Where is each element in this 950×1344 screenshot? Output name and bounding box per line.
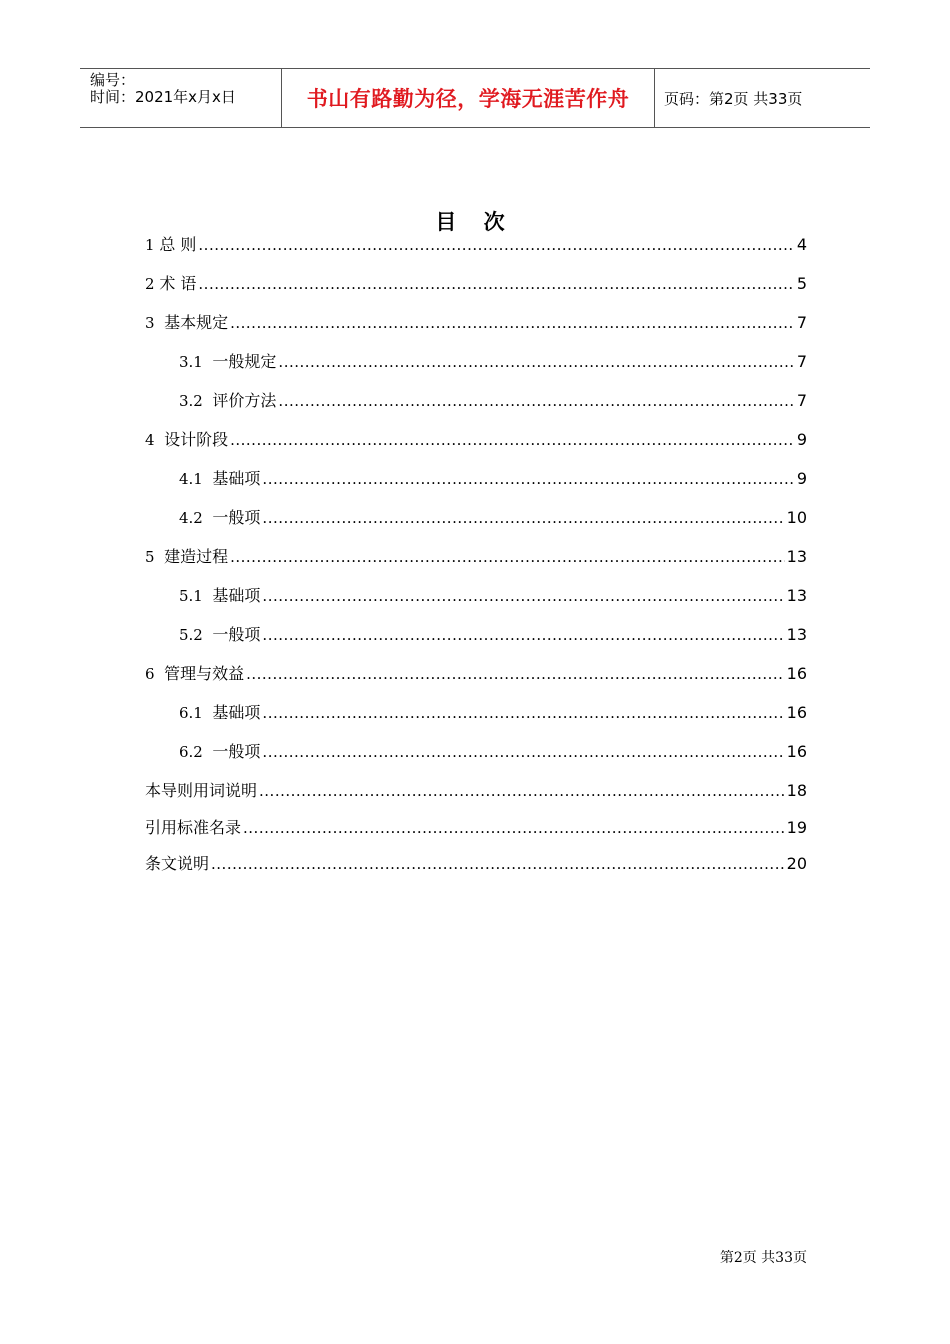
toc-entry-4-1[interactable] <box>145 465 807 504</box>
toc-entry-page: 13 <box>786 586 807 605</box>
toc-entry-number: 6.2 <box>179 743 213 761</box>
toc-entry-label: 一般规定 <box>212 352 277 371</box>
toc-entry-4-2[interactable] <box>145 504 807 543</box>
toc-entry-5-1[interactable] <box>145 582 807 621</box>
toc-entry-6-2[interactable] <box>145 738 807 777</box>
toc-dot-leader <box>262 582 784 610</box>
toc-entry-references[interactable] <box>145 814 807 851</box>
page-footer: 第2页 共33页 <box>719 1250 807 1266</box>
toc-entry-number: 5.2 <box>179 626 213 644</box>
number-label: 编号： <box>90 71 136 89</box>
toc-entry-3[interactable] <box>145 309 807 348</box>
header-page-info: 页码：第2页 共33页 <box>664 89 803 108</box>
toc-entry-page: 10 <box>786 508 807 527</box>
toc-entry-page: 19 <box>786 817 807 837</box>
toc-entry-3-1[interactable] <box>145 348 807 387</box>
toc-dot-leader <box>262 504 784 532</box>
toc-entry-page: 20 <box>786 854 807 873</box>
toc-entry-label: 基础项 <box>212 469 261 488</box>
toc-entry-6[interactable] <box>145 660 807 699</box>
toc-entry-number: 1 <box>145 236 160 254</box>
toc-entry-page: 9 <box>796 469 807 488</box>
toc-entry-page: 7 <box>796 313 807 332</box>
toc-entry-3-2[interactable] <box>145 387 807 426</box>
toc-entry-number: 5 <box>145 548 165 566</box>
toc-entry-explanation[interactable] <box>145 850 807 887</box>
toc-entry-page: 9 <box>796 430 807 449</box>
header-meta <box>80 69 282 127</box>
toc-entry-label: 本导则用词说明 <box>145 781 258 800</box>
toc-entry-label: 条文说明 <box>145 854 210 873</box>
toc-entry-number: 6 <box>145 665 165 683</box>
toc-entry-1[interactable] <box>145 231 807 270</box>
toc-dot-leader <box>211 850 785 878</box>
toc-dot-leader <box>230 426 795 454</box>
toc-entry-page: 13 <box>786 625 807 644</box>
toc-entry-page: 16 <box>786 703 807 722</box>
toc-entry-number: 3.1 <box>179 353 213 371</box>
toc-entry-number: 4.1 <box>179 470 213 488</box>
toc-entry-label: 术 语 <box>159 274 197 293</box>
toc-entry-page: 18 <box>786 781 807 800</box>
toc-dot-leader <box>262 621 784 649</box>
toc-entry-page: 13 <box>786 547 807 566</box>
toc-dot-leader <box>262 699 784 727</box>
toc-entry-number: 4.2 <box>179 509 213 527</box>
table-of-contents <box>145 231 807 887</box>
toc-entry-number: 5.1 <box>179 587 213 605</box>
toc-entry-4[interactable] <box>145 426 807 465</box>
toc-dot-leader <box>198 231 794 259</box>
toc-dot-leader <box>259 777 785 805</box>
toc-entry-6-1[interactable] <box>145 699 807 738</box>
toc-entry-number: 3 <box>145 314 165 332</box>
page-header <box>80 68 870 128</box>
toc-dot-leader <box>230 309 795 337</box>
toc-entry-page: 7 <box>796 352 807 371</box>
toc-entry-label: 一般项 <box>212 508 261 527</box>
toc-entry-label: 建造过程 <box>164 547 229 566</box>
toc-entry-label: 引用标准名录 <box>145 817 242 837</box>
toc-entry-number: 2 <box>145 275 160 293</box>
toc-dot-leader <box>198 270 794 298</box>
toc-dot-leader <box>278 387 794 415</box>
toc-entry-label: 评价方法 <box>212 391 277 410</box>
toc-entry-5-2[interactable] <box>145 621 807 660</box>
toc-entry-number: 3.2 <box>179 392 213 410</box>
toc-entry-page: 16 <box>786 742 807 761</box>
toc-entry-page: 4 <box>796 235 807 254</box>
toc-entry-5[interactable] <box>145 543 807 582</box>
toc-entry-page: 7 <box>796 391 807 410</box>
toc-entry-terms[interactable] <box>145 777 807 814</box>
toc-dot-leader <box>246 660 785 688</box>
toc-entry-label: 基础项 <box>212 703 261 722</box>
toc-dot-leader <box>243 814 785 842</box>
toc-entry-number: 4 <box>145 431 165 449</box>
toc-entry-page: 5 <box>796 274 807 293</box>
toc-title: 目 次 <box>435 210 515 234</box>
toc-entry-label: 总 则 <box>159 235 197 254</box>
toc-dot-leader <box>262 738 784 766</box>
toc-entry-label: 基础项 <box>212 586 261 605</box>
toc-entry-label: 管理与效益 <box>164 664 245 683</box>
toc-entry-label: 一般项 <box>212 742 261 761</box>
toc-entry-number: 6.1 <box>179 704 213 722</box>
header-motto: 书山有路勤为径，学海无涯苦作舟 <box>282 69 655 127</box>
toc-entry-2[interactable] <box>145 270 807 309</box>
toc-dot-leader <box>230 543 785 571</box>
toc-dot-leader <box>278 348 794 376</box>
toc-dot-leader <box>262 465 794 493</box>
toc-entry-label: 设计阶段 <box>164 430 229 449</box>
toc-entry-label: 基本规定 <box>164 313 229 332</box>
toc-entry-label: 一般项 <box>212 625 261 644</box>
time-label: 时间：2021年x月x日 <box>90 88 236 106</box>
toc-entry-page: 16 <box>786 664 807 683</box>
